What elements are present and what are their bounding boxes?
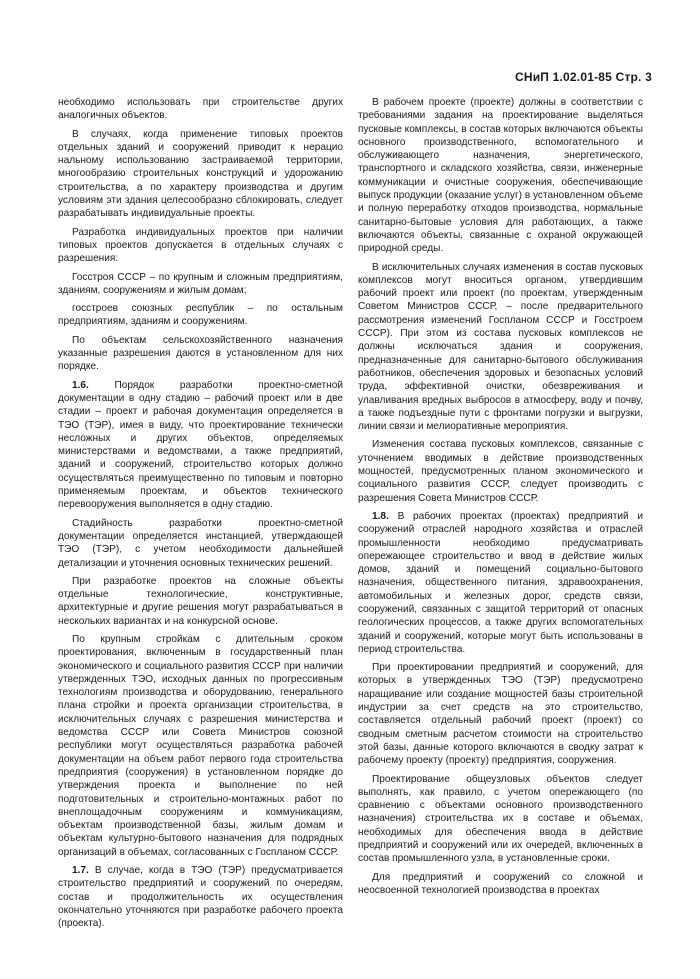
paragraph-text: Для предприятий и сооружений со сложной и неосвоенной технологией производства в проектах [358, 871, 643, 896]
paragraph [58, 633, 343, 859]
paragraph-text: госстроев союзных республик – по остальным предприятиям, зданиям и сооружениям. [58, 303, 343, 328]
paragraph-text: необходимо использовать при строительстве других аналогичных объектов. [58, 97, 343, 122]
paragraph-text: Изменения состава пусковых комплексов, связанные с уточнением вводимых в действие производственных мощностей, предусмотренных планом экономического и социального развития СССР, следует производить с разрешения Совета Министров СССР. [358, 439, 643, 504]
document-code: СНиП 1.02.01-85 [514, 70, 613, 84]
paragraph [58, 864, 343, 930]
paragraph [58, 271, 343, 298]
paragraph-text: Стадийность разработки проектно-сметной документации определяется инстанцией, утверждающей ТЭО (ТЭР), с учетом необходимости дальнейшей детализации и уточнения основных технических решений. [58, 517, 343, 569]
paragraph-text: По объектам сельскохозяйственного назначения указанные разрешения даются в установленном для них порядке. [58, 334, 343, 373]
clause-number: 1.8. [372, 510, 389, 522]
clause-number: 1.6. [72, 379, 89, 391]
paragraph [358, 510, 643, 656]
paragraph [358, 661, 643, 767]
paragraph-text: При проектировании предприятий и сооружений, для которых в утвержденных ТЭО (ТЭР) предусмотрено наращивание или создание мощностей базы строительной индустрии за счет средств на это строительство, составляется отдельный рабочий проект (проект) со сводным сметным расчетом стоимости на строительство этой базы, данные которого включаются в сводку затрат к рабочему проекту (проекту) предприятия, сооружения. [358, 662, 643, 767]
paragraph [58, 302, 343, 329]
paragraph [58, 128, 343, 221]
paragraph [58, 334, 343, 374]
paragraph-text: В исключительных случаях изменения в состав пусковых комплексов могут вноситься органом, утвердившим рабочий проект или проект (по проектам, утвержденным Советом Министров СССР, – после предварительного рассмотрения изменений Госпланом СССР и Госстроем СССР). При этом из состава пусковых комплексов не должны исключаться здания и сооружения, предназначенные для санитарно-бытового обслуживания работников, обеспечения здоровых и безопасных условий труда, эффективной очистки, обезвреживания и улавливания вредных выбросов в атмосферу, воду и почву, а также подъездные пути с фронтами погрузки и выгрузки, линии связи и мелиоративные мероприятия. [358, 261, 643, 433]
paragraph-text: В случае, когда в ТЭО (ТЭР) предусматривается строительство предприятий и сооружений по очередям, состав и продолжительность их осуществления окончательно уточняются при разработке рабочего проекта (проекта). [58, 865, 343, 930]
paragraph-text: Разработка индивидуальных проектов при наличии типовых проектов допускается в отдельных случаях с разрешения: [58, 226, 343, 265]
paragraph-text: В случаях, когда применение типовых проектов отдельных зданий и сооружений приводит к нерацио нальному использованию застраиваемой территории, многообразию строительных конструкций и удорожанию строительства, а по характеру производства и другим условиям эти здания целесообразно сблокировать, следует разрабатывать индивидуальные проекты. [58, 128, 343, 220]
paragraph-text: В рабочих проектах (проектах) предприятий и сооружений отраслей народного хозяйства и отраслей промышленности необходимо предусматривать опережающее строительство и ввод в действие жилых домов, зданий и помещений социально-бытового назначения, общественного питания, здравоохранения, автомобильных и железных дорог, средств связи, сооружений, связанных с защитой территорий от опасных геологических процессов, а также других вспомогательных зданий и сооружений, которые могут быть использованы в период строительства. [358, 510, 643, 655]
paragraph [358, 96, 643, 256]
paragraph-text: Проектирование общеузловых объектов следует выполнять, как правило, с учетом опережающего (по сравнению с объектами основного производственного назначения) строительства их в составе и объемах, необходимых для обеспечения ввода в действие предприятий и сооружений или их очередей, включенных в состав промышленного узла, в установленные сроки. [358, 773, 643, 865]
page-number: Стр. 3 [615, 70, 652, 84]
paragraph [58, 517, 343, 570]
paragraph [58, 226, 343, 266]
paragraph-text: В рабочем проекте (проекте) должны в соответствии с требованиями задания на проектирование выделяться пусковые комплексы, в состав которых включаются объекты основного производственного, вспомогательного и обслуживающего назначения, энергетического, транспортного и складского хозяйства, связи, инженерные коммуникации и очистные сооружения, обеспечивающие выпуск продукции (оказание услуг) в установленном объеме и полную переработку отходов производства, нормальные санитарно-бытовые условия для работающих, а также включаются объекты, связанные с охраной окружающей природной среды. [358, 97, 643, 255]
paragraph [358, 871, 643, 898]
paragraph [58, 575, 343, 628]
paragraph [58, 379, 343, 512]
page-header [515, 70, 652, 84]
left-column [58, 96, 343, 936]
paragraph-text: Госстроя СССР – по крупным и сложным предприятиям, зданиям, сооружениям и жилым домам; [58, 271, 343, 296]
paragraph [58, 96, 343, 123]
paragraph-text: Порядок разработки проектно-сметной документации в одну стадию – рабочий проект или в две стадии – проект и рабочая документация определяется в ТЭО (ТЭР), имея в виду, что проектирование технически несложных и других объектов, определяемых министерствами и ведомствами, а также предприятий, зданий и сооружений, строительство которых должно осуществляться преимущественно по типовым и повторно применяемым проектам, и объектов технического перевооружения выполняется в одну стадию. [58, 379, 343, 511]
paragraph [358, 438, 643, 504]
paragraph-text: При разработке проектов на сложные объекты отдельные технологические, конструктивные, архитектурные и другие решения могут разрабатываться в нескольких вариантах и на конкурсной основе. [58, 575, 343, 627]
paragraph-text: По крупным стройкам с длительным сроком проектирования, включенным в государственный план экономического и социального развития СССР при наличии утвержденных ТЭО, исходных данных по прогрессивным технологиям производства и оборудованию, генерального плана стройки и проекта организации строительства, в исключительных случаях с разрешения министерства и ведомства СССР или Совета Министров союзной республики могут осуществляться разработка рабочей документации на объем работ первого года строительства предприятия (сооружения) в установленном порядке до утверждения проекта и выполнение по ней подготовительных и строительно-монтажных работ по внеплощадочным сооружениям и коммуникациям, объектам производственной базы, жилым домам и объектам культурно-бытового назначения для подрядных организаций в объемах, согласованных с Госпланом СССР. [58, 633, 343, 858]
right-column [358, 96, 643, 902]
paragraph [358, 773, 643, 866]
clause-number: 1.7. [72, 865, 89, 877]
paragraph [358, 261, 643, 434]
